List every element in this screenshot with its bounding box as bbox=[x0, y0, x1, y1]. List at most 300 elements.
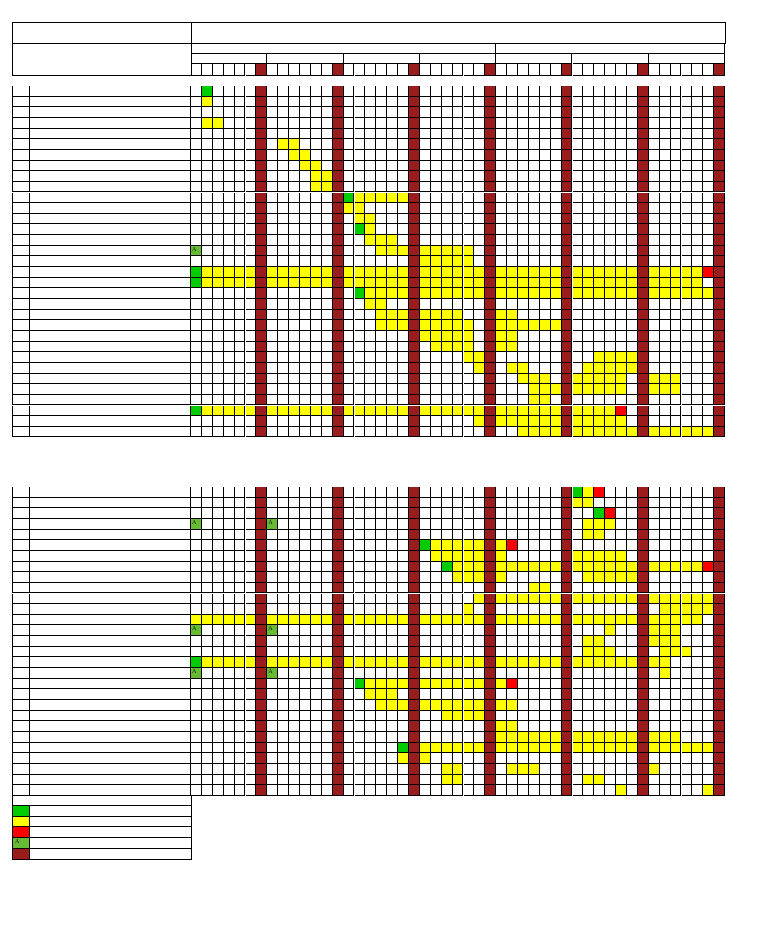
duration-mark bbox=[453, 551, 464, 562]
day-cell bbox=[278, 721, 289, 732]
day-cell bbox=[507, 753, 518, 764]
day-cell bbox=[627, 625, 638, 636]
duration-mark bbox=[365, 267, 376, 278]
day-cell bbox=[289, 647, 300, 658]
day-cell bbox=[594, 235, 605, 246]
day-cell bbox=[540, 235, 551, 246]
holiday-cell bbox=[333, 384, 344, 395]
day-cell bbox=[267, 86, 278, 97]
day-cell bbox=[387, 139, 398, 150]
day-cell bbox=[616, 764, 627, 775]
day-number bbox=[627, 70, 638, 76]
end-mark bbox=[507, 540, 518, 551]
day-cell bbox=[616, 86, 627, 97]
day-cell bbox=[464, 625, 475, 636]
day-cell bbox=[583, 395, 594, 406]
duration-mark bbox=[278, 139, 289, 150]
holiday-cell bbox=[638, 732, 649, 743]
holiday-cell bbox=[485, 519, 496, 530]
duration-mark bbox=[671, 374, 682, 385]
day-cell bbox=[529, 256, 540, 267]
duration-mark bbox=[649, 267, 660, 278]
day-cell bbox=[442, 647, 453, 658]
day-cell bbox=[398, 363, 409, 374]
holiday-cell bbox=[485, 374, 496, 385]
day-cell bbox=[496, 764, 507, 775]
duration-mark bbox=[703, 743, 714, 754]
day-cell bbox=[627, 711, 638, 722]
activity-label bbox=[30, 118, 191, 129]
day-cell bbox=[278, 530, 289, 541]
day-cell bbox=[344, 689, 355, 700]
duration-mark bbox=[365, 689, 376, 700]
day-cell bbox=[322, 235, 333, 246]
holiday-cell bbox=[333, 625, 344, 636]
holiday-cell bbox=[714, 193, 725, 204]
day-cell bbox=[594, 331, 605, 342]
day-cell bbox=[267, 288, 278, 299]
holiday-cell bbox=[256, 572, 267, 583]
duration-mark bbox=[518, 743, 529, 754]
holiday-cell bbox=[409, 562, 420, 573]
duration-mark bbox=[573, 732, 584, 743]
duration-mark bbox=[583, 487, 594, 498]
day-cell bbox=[246, 395, 257, 406]
day-cell bbox=[594, 583, 605, 594]
day-cell bbox=[594, 785, 605, 796]
holiday-cell bbox=[638, 700, 649, 711]
day-cell bbox=[267, 150, 278, 161]
duration-mark bbox=[660, 374, 671, 385]
duration-mark bbox=[431, 288, 442, 299]
holiday-cell bbox=[256, 785, 267, 796]
holiday-cell bbox=[714, 615, 725, 626]
day-cell bbox=[289, 395, 300, 406]
end-mark bbox=[594, 487, 605, 498]
day-cell bbox=[649, 679, 660, 690]
day-cell bbox=[660, 519, 671, 530]
holiday-cell bbox=[333, 721, 344, 732]
day-cell bbox=[311, 572, 322, 583]
day-cell bbox=[627, 636, 638, 647]
day-cell bbox=[594, 161, 605, 172]
duration-mark bbox=[453, 342, 464, 353]
duration-mark bbox=[387, 320, 398, 331]
duration-mark bbox=[594, 519, 605, 530]
day-cell bbox=[191, 139, 202, 150]
duration-mark bbox=[540, 278, 551, 289]
day-cell bbox=[703, 764, 714, 775]
duration-mark bbox=[496, 657, 507, 668]
day-cell bbox=[442, 604, 453, 615]
day-cell bbox=[289, 636, 300, 647]
day-cell bbox=[322, 203, 333, 214]
day-cell bbox=[453, 721, 464, 732]
duration-mark bbox=[551, 288, 562, 299]
day-cell bbox=[387, 299, 398, 310]
day-cell bbox=[431, 498, 442, 509]
day-cell bbox=[431, 374, 442, 385]
holiday-cell bbox=[714, 118, 725, 129]
day-cell bbox=[616, 203, 627, 214]
duration-mark bbox=[583, 636, 594, 647]
day-cell bbox=[278, 540, 289, 551]
day-cell bbox=[376, 540, 387, 551]
day-cell bbox=[616, 331, 627, 342]
day-cell bbox=[660, 530, 671, 541]
day-number bbox=[289, 70, 300, 76]
day-cell bbox=[529, 161, 540, 172]
day-cell bbox=[300, 107, 311, 118]
day-cell bbox=[235, 203, 246, 214]
day-cell bbox=[496, 374, 507, 385]
day-cell bbox=[398, 97, 409, 108]
row-number bbox=[12, 182, 30, 193]
holiday-cell bbox=[714, 395, 725, 406]
duration-mark bbox=[376, 700, 387, 711]
holiday-cell bbox=[562, 320, 573, 331]
day-cell bbox=[573, 150, 584, 161]
duration-mark bbox=[213, 406, 224, 417]
activity-label bbox=[30, 530, 191, 541]
day-cell bbox=[191, 604, 202, 615]
day-cell bbox=[616, 519, 627, 530]
day-cell bbox=[431, 785, 442, 796]
day-cell bbox=[627, 416, 638, 427]
day-cell bbox=[573, 224, 584, 235]
day-cell bbox=[267, 161, 278, 172]
duration-mark bbox=[692, 288, 703, 299]
day-cell bbox=[235, 299, 246, 310]
day-cell bbox=[202, 583, 213, 594]
day-cell bbox=[224, 256, 235, 267]
duration-mark bbox=[387, 267, 398, 278]
day-cell bbox=[224, 129, 235, 140]
day-cell bbox=[605, 700, 616, 711]
row-number bbox=[12, 416, 30, 427]
holiday-cell bbox=[638, 711, 649, 722]
duration-mark bbox=[529, 320, 540, 331]
day-cell bbox=[692, 647, 703, 658]
duration-mark bbox=[594, 278, 605, 289]
day-cell bbox=[376, 743, 387, 754]
holiday-cell bbox=[714, 427, 725, 438]
day-cell bbox=[202, 320, 213, 331]
day-cell bbox=[267, 487, 278, 498]
day-cell bbox=[529, 129, 540, 140]
duration-mark bbox=[518, 320, 529, 331]
duration-mark bbox=[278, 615, 289, 626]
day-cell bbox=[213, 150, 224, 161]
day-cell bbox=[464, 235, 475, 246]
duration-mark bbox=[387, 310, 398, 321]
day-cell bbox=[442, 785, 453, 796]
duration-mark bbox=[289, 406, 300, 417]
duration-mark bbox=[376, 235, 387, 246]
day-cell bbox=[365, 594, 376, 605]
day-cell bbox=[355, 427, 366, 438]
day-cell bbox=[344, 224, 355, 235]
day-cell bbox=[420, 572, 431, 583]
section-heading bbox=[30, 288, 191, 299]
day-cell bbox=[703, 395, 714, 406]
day-cell bbox=[202, 161, 213, 172]
holiday-cell bbox=[485, 668, 496, 679]
day-cell bbox=[267, 530, 278, 541]
day-cell bbox=[692, 352, 703, 363]
day-cell bbox=[627, 785, 638, 796]
day-cell bbox=[529, 540, 540, 551]
day-cell bbox=[344, 562, 355, 573]
day-cell bbox=[344, 743, 355, 754]
holiday-cell bbox=[256, 129, 267, 140]
day-cell bbox=[344, 519, 355, 530]
holiday-cell bbox=[333, 615, 344, 626]
day-cell bbox=[573, 395, 584, 406]
duration-mark bbox=[365, 299, 376, 310]
day-cell bbox=[322, 97, 333, 108]
day-cell bbox=[213, 508, 224, 519]
day-cell bbox=[464, 721, 475, 732]
day-cell bbox=[191, 299, 202, 310]
holiday-cell bbox=[256, 406, 267, 417]
day-cell bbox=[671, 171, 682, 182]
duration-mark bbox=[387, 615, 398, 626]
day-cell bbox=[616, 310, 627, 321]
day-cell bbox=[344, 299, 355, 310]
day-cell bbox=[660, 395, 671, 406]
day-cell bbox=[551, 530, 562, 541]
day-cell bbox=[355, 256, 366, 267]
day-cell bbox=[398, 86, 409, 97]
duration-mark bbox=[420, 310, 431, 321]
day-cell bbox=[322, 519, 333, 530]
duration-mark bbox=[365, 193, 376, 204]
day-cell bbox=[191, 700, 202, 711]
holiday-cell bbox=[409, 182, 420, 193]
day-cell bbox=[573, 129, 584, 140]
day-number bbox=[344, 70, 355, 76]
day-cell bbox=[322, 416, 333, 427]
day-cell bbox=[507, 235, 518, 246]
duration-mark bbox=[583, 594, 594, 605]
duration-mark bbox=[616, 352, 627, 363]
holiday-cell bbox=[409, 427, 420, 438]
day-cell bbox=[453, 374, 464, 385]
day-cell bbox=[355, 129, 366, 140]
holiday-cell bbox=[638, 86, 649, 97]
holiday-cell bbox=[256, 498, 267, 509]
legend-title bbox=[12, 795, 192, 806]
duration-mark bbox=[246, 406, 257, 417]
day-cell bbox=[355, 86, 366, 97]
holiday-cell bbox=[714, 288, 725, 299]
day-cell bbox=[246, 775, 257, 786]
activity-label bbox=[30, 203, 191, 214]
day-cell bbox=[398, 785, 409, 796]
day-cell bbox=[671, 86, 682, 97]
row-number bbox=[12, 668, 30, 679]
duration-mark bbox=[464, 657, 475, 668]
day-cell bbox=[224, 235, 235, 246]
day-cell bbox=[311, 743, 322, 754]
duration-mark bbox=[224, 615, 235, 626]
day-cell bbox=[355, 139, 366, 150]
day-cell bbox=[202, 288, 213, 299]
day-cell bbox=[682, 487, 693, 498]
day-cell bbox=[529, 530, 540, 541]
holiday-cell bbox=[638, 743, 649, 754]
day-cell bbox=[224, 416, 235, 427]
holiday-cell bbox=[256, 171, 267, 182]
day-cell bbox=[507, 551, 518, 562]
day-cell bbox=[376, 118, 387, 129]
day-cell bbox=[322, 689, 333, 700]
day-cell bbox=[191, 689, 202, 700]
day-cell bbox=[267, 310, 278, 321]
day-cell bbox=[344, 530, 355, 541]
duration-mark bbox=[529, 594, 540, 605]
holiday-cell bbox=[333, 86, 344, 97]
row-number bbox=[12, 700, 30, 711]
activity-label bbox=[30, 572, 191, 583]
day-cell bbox=[507, 224, 518, 235]
day-cell bbox=[649, 246, 660, 257]
day-cell bbox=[529, 139, 540, 150]
day-number bbox=[616, 70, 627, 76]
day-cell bbox=[213, 86, 224, 97]
holiday-cell bbox=[409, 732, 420, 743]
day-cell bbox=[453, 732, 464, 743]
day-cell bbox=[496, 235, 507, 246]
day-cell bbox=[692, 508, 703, 519]
holiday-cell bbox=[638, 562, 649, 573]
day-cell bbox=[387, 636, 398, 647]
day-cell bbox=[278, 310, 289, 321]
day-cell bbox=[529, 235, 540, 246]
day-cell bbox=[213, 384, 224, 395]
duration-mark bbox=[649, 625, 660, 636]
activity-label bbox=[30, 139, 191, 150]
day-cell bbox=[453, 689, 464, 700]
day-cell bbox=[442, 224, 453, 235]
day-cell bbox=[322, 246, 333, 257]
duration-mark bbox=[540, 427, 551, 438]
day-cell bbox=[583, 583, 594, 594]
holiday-cell bbox=[333, 764, 344, 775]
duration-mark bbox=[518, 562, 529, 573]
day-cell bbox=[213, 721, 224, 732]
day-cell bbox=[322, 636, 333, 647]
day-cell bbox=[300, 604, 311, 615]
day-cell bbox=[551, 764, 562, 775]
day-cell bbox=[518, 235, 529, 246]
duration-mark bbox=[660, 625, 671, 636]
row-number bbox=[12, 721, 30, 732]
day-cell bbox=[605, 342, 616, 353]
day-cell bbox=[649, 331, 660, 342]
day-cell bbox=[682, 540, 693, 551]
day-cell bbox=[616, 647, 627, 658]
day-cell bbox=[322, 161, 333, 172]
duration-mark bbox=[660, 562, 671, 573]
holiday-cell bbox=[638, 278, 649, 289]
day-cell bbox=[551, 235, 562, 246]
day-cell bbox=[311, 604, 322, 615]
day-cell bbox=[496, 299, 507, 310]
day-cell bbox=[213, 171, 224, 182]
day-cell bbox=[246, 583, 257, 594]
day-cell bbox=[387, 342, 398, 353]
duration-mark bbox=[605, 551, 616, 562]
holiday-cell bbox=[638, 182, 649, 193]
day-cell bbox=[627, 679, 638, 690]
day-cell bbox=[213, 320, 224, 331]
day-cell bbox=[311, 256, 322, 267]
holiday-cell bbox=[714, 700, 725, 711]
day-cell bbox=[605, 299, 616, 310]
duration-mark bbox=[551, 416, 562, 427]
day-cell bbox=[594, 256, 605, 267]
day-cell bbox=[246, 374, 257, 385]
day-cell bbox=[322, 594, 333, 605]
holiday-cell bbox=[485, 732, 496, 743]
day-cell bbox=[213, 395, 224, 406]
day-cell bbox=[573, 320, 584, 331]
day-cell bbox=[507, 487, 518, 498]
day-cell bbox=[682, 161, 693, 172]
day-cell bbox=[573, 203, 584, 214]
day-cell bbox=[583, 320, 594, 331]
day-cell bbox=[605, 764, 616, 775]
prefab-mark bbox=[267, 625, 278, 636]
holiday-cell bbox=[638, 679, 649, 690]
day-cell bbox=[496, 193, 507, 204]
day-cell bbox=[322, 625, 333, 636]
day-cell bbox=[649, 214, 660, 225]
day-cell bbox=[649, 498, 660, 509]
duration-mark bbox=[627, 572, 638, 583]
day-cell bbox=[300, 583, 311, 594]
day-cell bbox=[300, 551, 311, 562]
holiday-cell bbox=[256, 689, 267, 700]
day-cell bbox=[278, 352, 289, 363]
day-cell bbox=[355, 519, 366, 530]
day-cell bbox=[496, 689, 507, 700]
duration-mark bbox=[671, 604, 682, 615]
duration-mark bbox=[616, 657, 627, 668]
day-cell bbox=[224, 86, 235, 97]
day-cell bbox=[398, 395, 409, 406]
day-cell bbox=[583, 785, 594, 796]
day-cell bbox=[616, 636, 627, 647]
day-cell bbox=[246, 161, 257, 172]
day-cell bbox=[202, 224, 213, 235]
holiday-cell bbox=[638, 604, 649, 615]
day-cell bbox=[311, 384, 322, 395]
day-cell bbox=[365, 416, 376, 427]
day-cell bbox=[344, 721, 355, 732]
day-cell bbox=[224, 374, 235, 385]
day-cell bbox=[573, 604, 584, 615]
day-cell bbox=[278, 743, 289, 754]
holiday-cell bbox=[714, 171, 725, 182]
day-cell bbox=[300, 214, 311, 225]
duration-mark bbox=[573, 267, 584, 278]
day-cell bbox=[322, 540, 333, 551]
holiday-cell bbox=[485, 647, 496, 658]
duration-mark bbox=[496, 342, 507, 353]
